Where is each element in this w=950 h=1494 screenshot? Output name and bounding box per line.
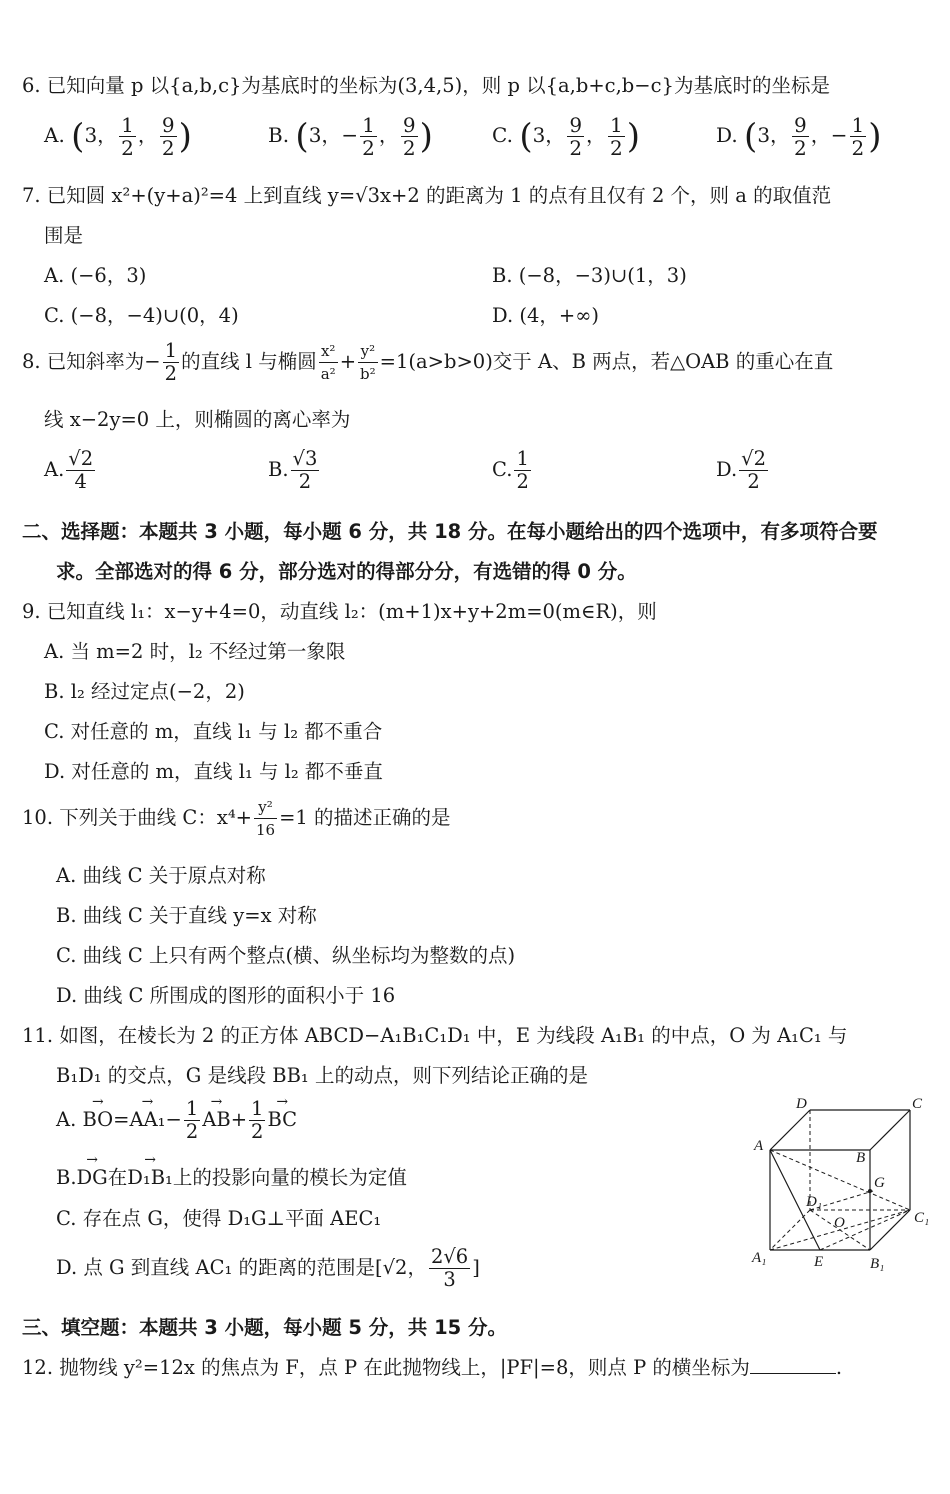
q12-answer-blank[interactable] [750,1355,836,1374]
cube-figure [748,1094,943,1276]
q9-option-b[interactable]: B. l₂ 经过定点(−2，2) [44,680,245,703]
q10-option-b[interactable]: B. 曲线 C 关于直线 y=x 对称 [56,904,317,927]
q6-stem: 6. 已知向量 p 以{a,b,c}为基底时的坐标为(3,4,5)，则 p 以{a,b+c,b−c}为基底时的坐标是 [22,74,830,97]
q10-option-a[interactable]: A. 曲线 C 关于原点对称 [56,864,266,887]
q6-option-c[interactable]: C. (3， $\frac{9}{2}$ ， $\frac{1}{2}$ ) [492,113,641,160]
q6-option-d[interactable]: D. (3， $\frac{9}{2}$ ，− $\frac{1}{2}$ ) [716,113,882,160]
label-O: O [834,1215,845,1231]
q11-option-a[interactable]: A. → BO=→ AA₁− $\frac{1}{2}$ → AB+ $\frac{1}{2}$ → BC [56,1098,297,1143]
q8-stem-line1: 8. 已知斜率为− $\frac{1}{2}$ 的直线 l 与椭圆 $\frac{\text{x²}}{\text{a²}}$ + $\frac{\text{y²}}{\text{b²}}$ =1(a>b>0)交于 A、B 两点，若△OAB 的重心在直 [22,339,834,385]
q10-option-d[interactable]: D. 曲线 C 所围成的图形的面积小于 16 [56,984,396,1007]
label-C1: C₁ [914,1210,930,1226]
label-A: A [754,1138,764,1154]
q11-stem-line1: 11. 如图，在棱长为 2 的正方体 ABCD−A₁B₁C₁D₁ 中，E 为线段 A₁B₁ 的中点，O 为 A₁C₁ 与 [22,1024,848,1047]
q6-option-b[interactable]: B. (3，− $\frac{1}{2}$ ， $\frac{9}{2}$ ) [268,113,433,160]
q7-option-b[interactable]: B. (−8，−3)∪(1，3) [492,264,687,287]
label-A1: A₁ [752,1250,767,1266]
q11-option-b[interactable]: B.→ DG在→ D₁B₁上的投影向量的模长为定值 [56,1162,407,1190]
q7-option-c[interactable]: C. (−8，−4)∪(0，4) [44,304,239,327]
label-D1: D₁ [806,1194,823,1210]
q11-stem-line2: B₁D₁ 的交点，G 是线段 BB₁ 上的动点，则下列结论正确的是 [56,1064,588,1087]
label-E: E [814,1254,824,1270]
q9-option-c[interactable]: C. 对任意的 m，直线 l₁ 与 l₂ 都不重合 [44,720,383,743]
q7-stem-line1: 7. 已知圆 x²+(y+a)²=4 上到直线 y=√3x+2 的距离为 1 的点有且仅有 2 个，则 a 的取值范 [22,184,832,207]
q10-option-c[interactable]: C. 曲线 C 上只有两个整点(横、纵坐标均为整数的点) [56,944,516,967]
label-B: B [856,1150,866,1166]
q11-option-c[interactable]: C. 存在点 G，使得 D₁G⊥平面 AEC₁ [56,1207,382,1230]
section2-heading-line1: 二、选择题：本题共 3 小题，每小题 6 分，共 18 分。在每小题给出的四个选项中，有多项符合要 [22,520,878,543]
q8-stem-line2: 线 x−2y=0 上，则椭圆的离心率为 [44,408,351,431]
q9-option-a[interactable]: A. 当 m=2 时，l₂ 不经过第一象限 [44,640,346,663]
label-C: C [912,1096,923,1112]
q7-option-d[interactable]: D. (4，+∞) [492,304,600,327]
q10-stem: 10. 下列关于曲线 C：x⁴+ $\frac{\text{y²}}{16}$ =1 的描述正确的是 [22,798,451,839]
q7-stem-line2: 围是 [44,224,84,247]
section2-heading-line2: 求。全部选对的得 6 分，部分选对的得部分分，有选错的得 0 分。 [56,560,637,583]
section3-heading: 三、填空题：本题共 3 小题，每小题 5 分，共 15 分。 [22,1316,508,1339]
q9-stem: 9. 已知直线 l₁：x−y+4=0，动直线 l₂：(m+1)x+y+2m=0(m∈R)，则 [22,600,657,623]
q11-option-d[interactable]: D. 点 G 到直线 AC₁ 的距离的范围是[√2， $\frac{2√6}{3}$ ] [56,1245,480,1291]
q9-option-d[interactable]: D. 对任意的 m，直线 l₁ 与 l₂ 都不垂直 [44,760,383,783]
q6-option-a[interactable]: A. (3， $\frac{1}{2}$ ， $\frac{9}{2}$ ) [44,113,192,160]
q12-stem: 12. 抛物线 y²=12x 的焦点为 F，点 P 在此抛物线上，|PF|=8，则点 P 的横坐标为 . [22,1356,843,1379]
label-D: D [796,1096,807,1112]
label-G: G [874,1175,885,1191]
q8-option-d[interactable]: D. $\frac{√2}{2}$ [716,447,766,493]
q7-option-a[interactable]: A. (−6，3) [44,264,147,287]
q8-option-a[interactable]: A. $\frac{√2}{4}$ [44,447,94,493]
q8-option-b[interactable]: B. $\frac{√3}{2}$ [268,447,318,493]
q8-option-c[interactable]: C. $\frac{1}{2}$ [492,447,529,493]
label-B1: B₁ [870,1256,885,1272]
